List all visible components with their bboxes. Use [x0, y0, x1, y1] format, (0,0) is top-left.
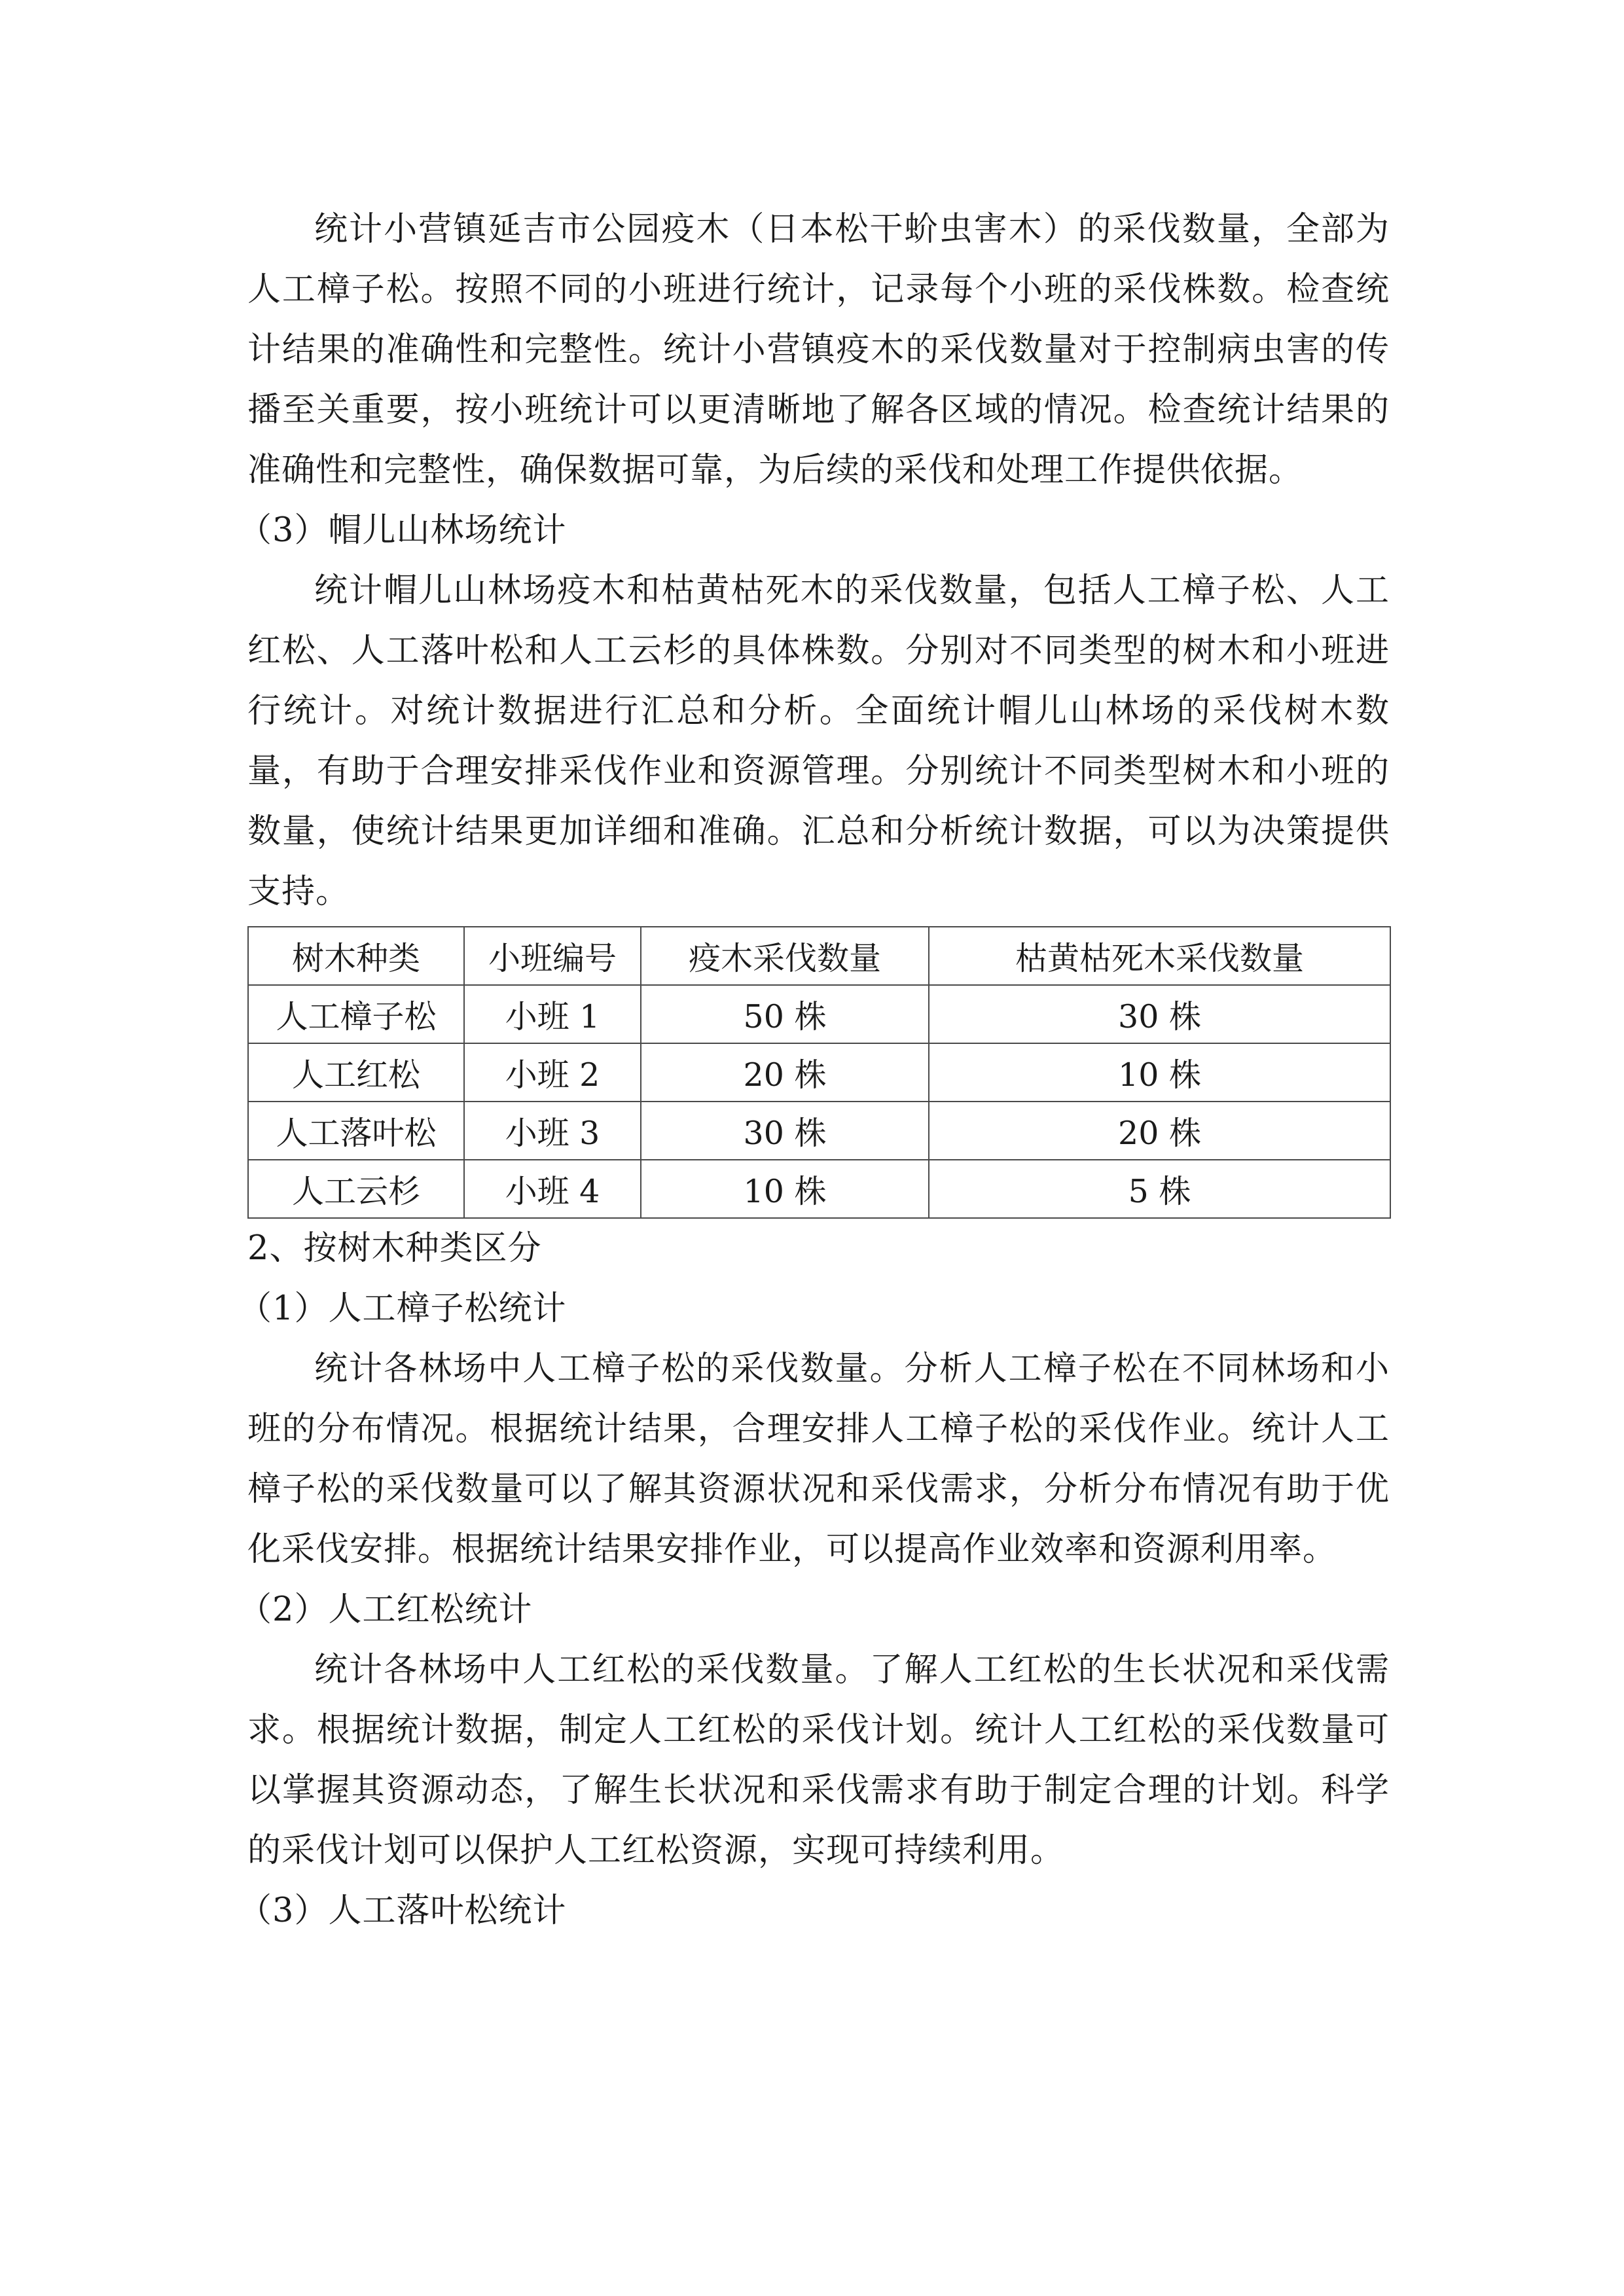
- table-cell: 50 株: [641, 985, 929, 1043]
- header-subcompartment: 小班编号: [464, 927, 641, 985]
- harvest-table: [247, 926, 1391, 1219]
- table-cell: 人工落叶松: [248, 1102, 464, 1160]
- table-cell: 小班 2: [464, 1043, 641, 1102]
- header-infected-count: 疫木采伐数量: [641, 927, 929, 985]
- table-row: [248, 1043, 1390, 1102]
- table-cell: 20 株: [929, 1102, 1390, 1160]
- harvest-table-wrap: [247, 926, 1390, 1219]
- table-cell: 5 株: [929, 1160, 1390, 1218]
- table-cell: 10 株: [641, 1160, 929, 1218]
- table-cell: 小班 4: [464, 1160, 641, 1218]
- table-cell: 小班 1: [464, 985, 641, 1043]
- heading-maoershan: （3）帽儿山林场统计: [238, 511, 567, 550]
- paragraph-maoershan: 统计帽儿山林场疫木和枯黄枯死木的采伐数量，包括人工樟子松、人工红松、人工落叶松和人工云杉的具体株数。分别对不同类型的树木和小班进行统计。对统计数据进行汇总和分析。全面统计帽儿山林场的采伐树木数量，有助于合理安排采伐作业和资源管理。分别统计不同类型树木和小班的数量，使统计结果更加详细和准确。汇总和分析统计数据，可以为决策提供支持。: [247, 571, 1390, 911]
- table-cell: 30 株: [929, 985, 1390, 1043]
- table-cell: 人工樟子松: [248, 985, 464, 1043]
- paragraph-zhangzisong: 统计各林场中人工樟子松的采伐数量。分析人工樟子松在不同林场和小班的分布情况。根据统计结果，合理安排人工樟子松的采伐作业。统计人工樟子松的采伐数量可以了解其资源状况和采伐需求，分析分布情况有助于优化采伐安排。根据统计结果安排作业，可以提高作业效率和资源利用率。: [247, 1350, 1390, 1569]
- table-cell: 20 株: [641, 1043, 929, 1102]
- table-cell: 人工红松: [248, 1043, 464, 1102]
- table-row: [248, 985, 1390, 1043]
- table-row: [248, 1102, 1390, 1160]
- table-cell: 人工云杉: [248, 1160, 464, 1218]
- paragraph-hongsong: 统计各林场中人工红松的采伐数量。了解人工红松的生长状况和采伐需求。根据统计数据，制定人工红松的采伐计划。统计人工红松的采伐数量可以掌握其资源动态，了解生长状况和采伐需求有助于制定合理的计划。科学的采伐计划可以保护人工红松资源，实现可持续利用。: [247, 1651, 1390, 1870]
- document-body: [238, 200, 1390, 1941]
- header-dead-count: 枯黄枯死木采伐数量: [929, 927, 1390, 985]
- table-header-row: [248, 927, 1390, 985]
- heading-zhangzisong: （1）人工樟子松统计: [238, 1289, 567, 1328]
- heading-hongsong: （2）人工红松统计: [238, 1590, 533, 1629]
- table-cell: 小班 3: [464, 1102, 641, 1160]
- paragraph-xiaoying: 统计小营镇延吉市公园疫木（日本松干蚧虫害木）的采伐数量，全部为人工樟子松。按照不同的小班进行统计，记录每个小班的采伐株数。检查统计结果的准确性和完整性。统计小营镇疫木的采伐数量对于控制病虫害的传播至关重要，按小班统计可以更清晰地了解各区域的情况。检查统计结果的准确性和完整性，确保数据可靠，为后续的采伐和处理工作提供依据。: [247, 210, 1390, 490]
- heading-by-species: 2、按树木种类区分: [247, 1229, 542, 1268]
- header-tree-species: 树木种类: [248, 927, 464, 985]
- table-row: [248, 1160, 1390, 1218]
- table-cell: 30 株: [641, 1102, 929, 1160]
- heading-luoyesong: （3）人工落叶松统计: [238, 1892, 567, 1930]
- table-cell: 10 株: [929, 1043, 1390, 1102]
